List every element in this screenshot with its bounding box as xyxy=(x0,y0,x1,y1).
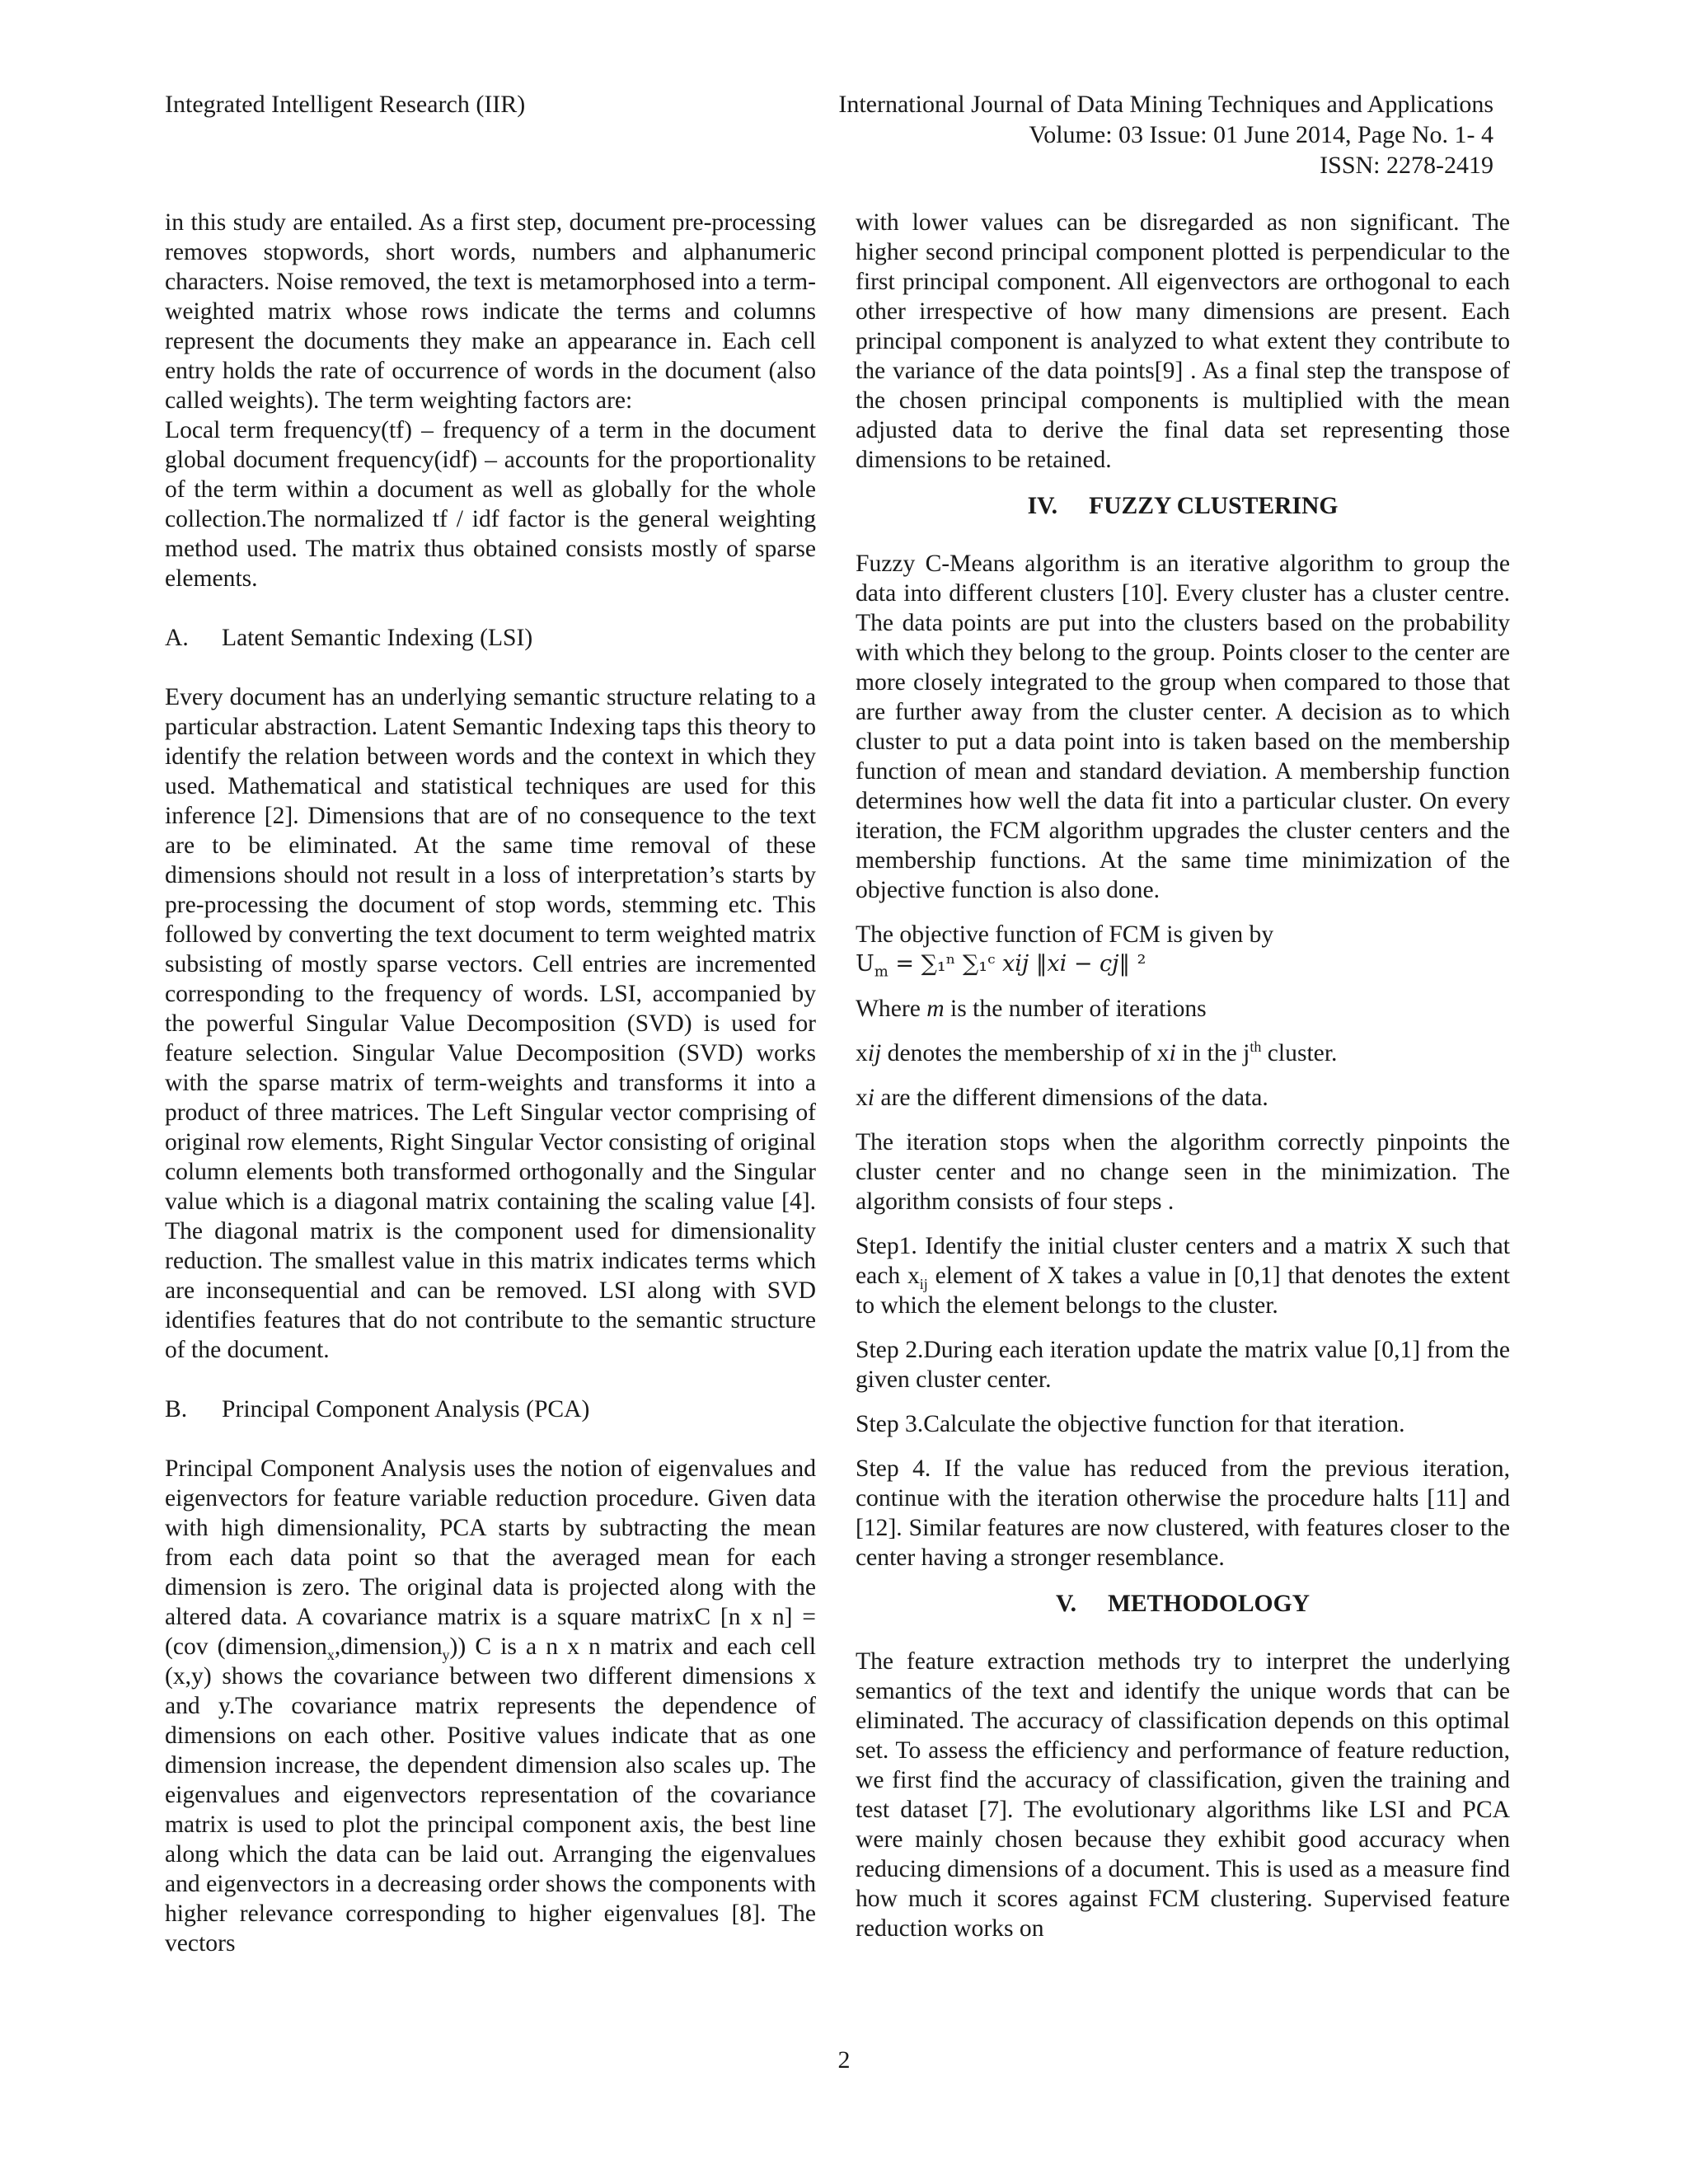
left-column xyxy=(165,208,816,1958)
paragraph: Local term frequency(tf) – frequency of a term in the document global document frequency(idf) – accounts for the proportionality of the term within a document as well as globally for the whole collection.The normalized tf / idf factor is the general weighting method used. The matrix thus obtained consists mostly of sparse elements. xyxy=(165,417,816,592)
paragraph: Principal Component Analysis uses the notion of eigenvalues and eigenvectors for feature variable reduction procedure. Given data with high dimensionality, PCA starts by subtracting the mean from each data point so that the averaged mean for each dimension is zero. The original data is projected along with the altered data. A covariance matrix is a square matrixC [n x n] = (cov (dimension$_x$,dimension$_y$)) C is a n x n matrix and each cell (x,y) shows the covariance between two different dimensions x and y.The covariance matrix represents the dependence of dimensions on each other. Positive values indicate that as one dimension increase, the dependent dimension also scales up. The eigenvalues and eigenvectors representation of the covariance matrix is used to plot the principal component axis, the best line along which the data can be laid out. Arranging the eigenvalues and eigenvectors in a decreasing order shows the components with higher relevance corresponding to higher eigenvalues [8]. The vectors xyxy=(165,1455,816,1957)
subsection-heading-pca xyxy=(165,1394,816,1424)
paragraph: xi are the different dimensions of the data. xyxy=(856,1085,1268,1111)
paragraph: Where m is the number of iterations xyxy=(856,996,1207,1022)
paragraph: Fuzzy C-Means algorithm is an iterative algorithm to group the data into different clusters [10]. Every cluster has a cluster centre. The data points are put into the clusters based on the probability with which they belong to the group. Points closer to the center are more closely integrated to the group when compared to those that are further away from the cluster center. A decision as to which cluster to put a data point into is taken based on the membership function of mean and standard deviation. A membership function determines how well the data fit into a particular cluster. On every iteration, the FCM algorithm upgrades the cluster centers and the membership functions. At the same time minimization of the objective function is also done. xyxy=(856,551,1510,903)
algorithm-step: Step 3.Calculate the objective function for that iteration. xyxy=(856,1411,1405,1437)
section-number: IV. xyxy=(1027,493,1058,519)
subsection-heading-lsi xyxy=(165,623,816,653)
algorithm-step: Step 4. If the value has reduced from the previous iteration, continue with the iteration otherwise the procedure halts [11] and [12]. Similar features are now clustered, with features closer to the center having a stronger resemblance. xyxy=(856,1455,1510,1571)
algorithm-step: Step 2.During each iteration update the matrix value [0,1] from the given cluster center. xyxy=(856,1337,1510,1393)
paragraph: in this study are entailed. As a first step, document pre-processing removes stopwords, short words, numbers and alphanumeric characters. Noise removed, the text is metamorphosed into a term-weighted matrix whose rows indicate the terms and columns represent the documents they make an appearance in. Each cell entry holds the rate of occurrence of words in the document (also called weights). The term weighting factors are: xyxy=(165,209,816,414)
section-number: V. xyxy=(1056,1591,1076,1617)
subsection-label: B. xyxy=(165,1396,188,1422)
paragraph: with lower values can be disregarded as non significant. The higher second principal component plotted is perpendicular to the first principal component. All eigenvectors are orthogonal to each other irrespective of how many dimensions are present. Each principal component is analyzed to what extent they contribute to the variance of the data points[9] . As a final step the transpose of the chosen principal components is multiplied with the mean adjusted data to derive the final data set representing those dimensions to be retained. xyxy=(856,209,1510,473)
running-header-right xyxy=(838,89,1493,180)
running-header-left: Integrated Intelligent Research (IIR) xyxy=(165,91,526,118)
section-heading-methodology xyxy=(856,1589,1510,1619)
subsection-title: Principal Component Analysis (PCA) xyxy=(222,1396,590,1422)
paragraph: Every document has an underlying semantic structure relating to a particular abstraction. Latent Semantic Indexing taps this theory to identify the relation between words and the context in which they used. Mathematical and statistical techniques are used for this inference [2]. Dimensions that are of no consequence to the text are to be eliminated. At the same time removal of these dimensions should not result in a loss of interpretation’s starts by pre-processing the document of stop words, stemming etc. This followed by converting the text document to term weighted matrix subsisting of mostly sparse vectors. Cell entries are incremented corresponding to the frequency of words. LSI, accompanied by the powerful Singular Value Decomposition (SVD) is used for feature selection. Singular Value Decomposition (SVD) works with the sparse matrix of term-weights and transforms it into a product of three matrices. The Left Singular vector comprising of original row elements, Right Singular Vector consisting of original column elements both transformed orthogonally and the Singular value which is a diagonal matrix containing the scaling value [4]. The diagonal matrix is the component used for dimensionality reduction. The smallest value in this matrix indicates terms which are inconsequential and can be removed. LSI along with SVD identifies features that do not contribute to the semantic structure of the document. xyxy=(165,684,816,1363)
subsection-title: Latent Semantic Indexing (LSI) xyxy=(222,625,533,651)
paragraph: The feature extraction methods try to interpret the underlying semantics of the text and identify the unique words that can be eliminated. The accuracy of classification depends on this optimal set. To assess the efficiency and performance of feature reduction, we first find the accuracy of classification, given the training and test dataset [7]. The evolutionary algorithms like LSI and PCA were mainly chosen because they exhibit good accuracy when reducing dimensions of a document. This is used as a measure find how much it scores against FCM clustering. Supervised feature reduction works on xyxy=(856,1648,1510,1942)
section-title: METHODOLOGY xyxy=(1107,1591,1310,1617)
right-column xyxy=(856,208,1510,1943)
section-heading-fuzzy-clustering xyxy=(856,491,1510,521)
volume-info: Volume: 03 Issue: 01 June 2014, Page No. 1- 4 xyxy=(1029,121,1493,148)
objective-function-formula: $U_m = \sum_1^n$ ∑₁ᶜ xij ‖xi − cj‖ ² xyxy=(856,951,1146,981)
paragraph: The iteration stops when the algorithm correctly pinpoints the cluster center and no change seen in the minimization. The algorithm consists of four steps . xyxy=(856,1129,1510,1215)
issn: ISSN: 2278-2419 xyxy=(1320,152,1493,179)
journal-title: International Journal of Data Mining Techniques and Applications xyxy=(838,91,1493,118)
algorithm-step: Step1. Identify the initial cluster centers and a matrix X such that each $x_{ij}$ element of X takes a value in [0,1] that denotes the extent to which the element belongs to the cluster. xyxy=(856,1233,1510,1319)
paragraph: The objective function of FCM is given by xyxy=(856,921,1274,948)
subsection-label: A. xyxy=(165,625,189,651)
paragraph: xij denotes the membership of xi in the $j^{th}$ cluster. xyxy=(856,1038,1338,1066)
page-number: 2 xyxy=(837,2046,851,2074)
section-title: FUZZY CLUSTERING xyxy=(1089,493,1339,519)
